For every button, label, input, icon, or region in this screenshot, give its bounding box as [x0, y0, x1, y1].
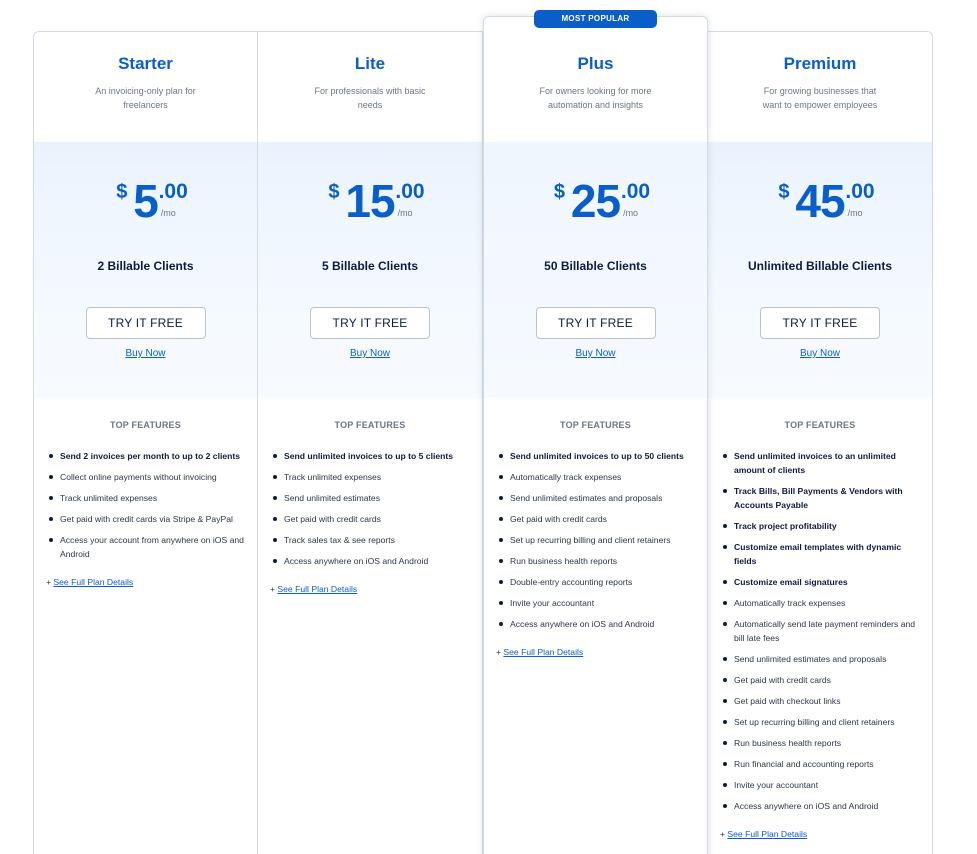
billable-clients: 2 Billable Clients	[97, 259, 194, 273]
currency-symbol: $	[328, 181, 340, 203]
see-full-plan-details-link[interactable]: See Full Plan Details	[53, 577, 134, 587]
see-full-plan-details-link[interactable]: See Full Plan Details	[727, 829, 808, 839]
price-period: /mo	[847, 208, 863, 218]
full-plan-details	[720, 829, 920, 839]
price-cents: .00	[620, 180, 651, 203]
price-cents: .00	[395, 180, 425, 203]
plan-header	[34, 32, 257, 142]
price-section	[34, 142, 257, 398]
feature-item: Run financial and accounting reports	[720, 757, 920, 771]
plan-name: Plus	[577, 54, 614, 73]
plan-price	[708, 175, 932, 228]
feature-item: Get paid with credit cards	[496, 512, 695, 526]
currency-symbol: $	[778, 181, 790, 203]
plan-price	[258, 175, 482, 228]
plan-name: Lite	[354, 54, 386, 73]
plan-card-premium	[708, 31, 933, 854]
try-it-free-button[interactable]: TRY IT FREE	[536, 307, 656, 339]
full-plan-details	[496, 647, 695, 657]
feature-item: Access your account from anywhere on iOS and Android	[46, 533, 245, 561]
feature-list	[46, 449, 245, 561]
feature-list	[270, 449, 470, 568]
feature-item: Access anywhere on iOS and Android	[496, 617, 695, 631]
buy-now-link[interactable]: Buy Now	[799, 348, 840, 359]
plan-price	[484, 175, 707, 228]
try-it-free-button[interactable]: TRY IT FREE	[310, 307, 430, 339]
feature-item: Customize email signatures	[720, 575, 920, 589]
plan-name: Starter	[118, 54, 173, 73]
plan-card-lite	[258, 31, 483, 854]
feature-item: Set up recurring billing and client retainers	[496, 533, 695, 547]
plus-icon: +	[496, 647, 502, 657]
buy-now-link[interactable]: Buy Now	[125, 348, 166, 359]
feature-item: Get paid with credit cards via Stripe & PayPal	[46, 512, 245, 526]
feature-item: Access anywhere on iOS and Android	[270, 554, 470, 568]
buy-now-link[interactable]: Buy Now	[349, 348, 390, 359]
feature-item: Automatically track expenses	[720, 596, 920, 610]
feature-item: Send unlimited estimates and proposals	[496, 491, 695, 505]
currency-symbol: $	[116, 181, 128, 203]
price-section	[258, 142, 482, 398]
feature-item: Send unlimited estimates	[270, 491, 470, 505]
feature-item: Run business health reports	[496, 554, 695, 568]
feature-item: Send unlimited invoices to an unlimited amount of clients	[720, 449, 920, 477]
plus-icon: +	[270, 584, 276, 594]
features-section	[708, 398, 932, 839]
features-section	[258, 398, 482, 594]
price-cents: .00	[158, 180, 188, 203]
feature-item: Automatically track expenses	[496, 470, 695, 484]
feature-item: Send unlimited invoices to up to 5 clients	[270, 449, 470, 463]
feature-item: Track project profitability	[720, 519, 920, 533]
price-amount: 15	[345, 175, 395, 227]
plan-header	[258, 32, 482, 142]
features-heading: TOP FEATURES	[784, 420, 856, 430]
price-amount: 5	[133, 175, 158, 227]
buy-now-link[interactable]: Buy Now	[575, 348, 616, 359]
feature-list	[496, 449, 695, 631]
feature-item: Invite your accountant	[496, 596, 695, 610]
plus-icon: +	[720, 829, 726, 839]
billable-clients: Unlimited Billable Clients	[747, 259, 893, 273]
feature-item: Send unlimited estimates and proposals	[720, 652, 920, 666]
price-section	[708, 142, 932, 398]
plan-card-plus	[483, 16, 708, 854]
plan-card-starter	[33, 31, 258, 854]
feature-item: Collect online payments without invoicing	[46, 470, 245, 484]
features-section	[34, 398, 257, 587]
billable-clients: 50 Billable Clients	[544, 259, 647, 273]
price-period: /mo	[623, 208, 639, 218]
see-full-plan-details-link[interactable]: See Full Plan Details	[503, 647, 584, 657]
try-it-free-button[interactable]: TRY IT FREE	[86, 307, 206, 339]
currency-symbol: $	[553, 181, 566, 203]
plan-description: For professionals with basic needs	[314, 86, 426, 110]
price-period: /mo	[397, 208, 413, 218]
feature-list	[720, 449, 920, 813]
feature-item: Track unlimited expenses	[46, 491, 245, 505]
feature-item: Get paid with checkout links	[720, 694, 920, 708]
feature-item: Get paid with credit cards	[720, 673, 920, 687]
price-amount: 45	[795, 175, 845, 227]
price-period: /mo	[160, 208, 176, 218]
plan-header	[708, 32, 932, 142]
plan-header	[484, 17, 707, 142]
feature-item: Send unlimited invoices to up to 50 clients	[496, 449, 695, 463]
feature-item: Track unlimited expenses	[270, 470, 470, 484]
feature-item: Track sales tax & see reports	[270, 533, 470, 547]
feature-item: Automatically send late payment reminders and bill late fees	[720, 617, 920, 645]
price-section	[484, 142, 707, 398]
features-heading: TOP FEATURES	[110, 420, 181, 430]
feature-item: Access anywhere on iOS and Android	[720, 799, 920, 813]
feature-item: Customize email templates with dynamic fields	[720, 540, 920, 568]
feature-item: Get paid with credit cards	[270, 512, 470, 526]
full-plan-details	[46, 577, 245, 587]
plus-icon: +	[46, 577, 52, 587]
billable-clients: 5 Billable Clients	[321, 259, 419, 273]
feature-item: Double-entry accounting reports	[496, 575, 695, 589]
feature-item: Invite your accountant	[720, 778, 920, 792]
features-section	[484, 398, 707, 657]
full-plan-details	[270, 584, 470, 594]
feature-item: Track Bills, Bill Payments & Vendors with Accounts Payable	[720, 484, 920, 512]
plan-description: For growing businesses that want to empower employees	[762, 86, 878, 110]
plan-description: An invoicing-only plan for freelancers	[95, 86, 196, 110]
price-cents: .00	[845, 180, 875, 203]
most-popular-badge: MOST POPULAR	[534, 10, 657, 28]
see-full-plan-details-link[interactable]: See Full Plan Details	[277, 584, 358, 594]
price-amount: 25	[570, 175, 621, 227]
plan-price	[34, 175, 257, 228]
plan-description: For owners looking for more automation and insights	[539, 86, 652, 110]
feature-item: Send 2 invoices per month to up to 2 clients	[46, 449, 245, 463]
pricing-plans	[33, 14, 933, 854]
features-heading: TOP FEATURES	[334, 420, 406, 430]
feature-item: Run business health reports	[720, 736, 920, 750]
try-it-free-button[interactable]: TRY IT FREE	[760, 307, 880, 339]
feature-item: Set up recurring billing and client retainers	[720, 715, 920, 729]
plan-name: Premium	[783, 54, 857, 73]
features-heading: TOP FEATURES	[560, 420, 631, 430]
